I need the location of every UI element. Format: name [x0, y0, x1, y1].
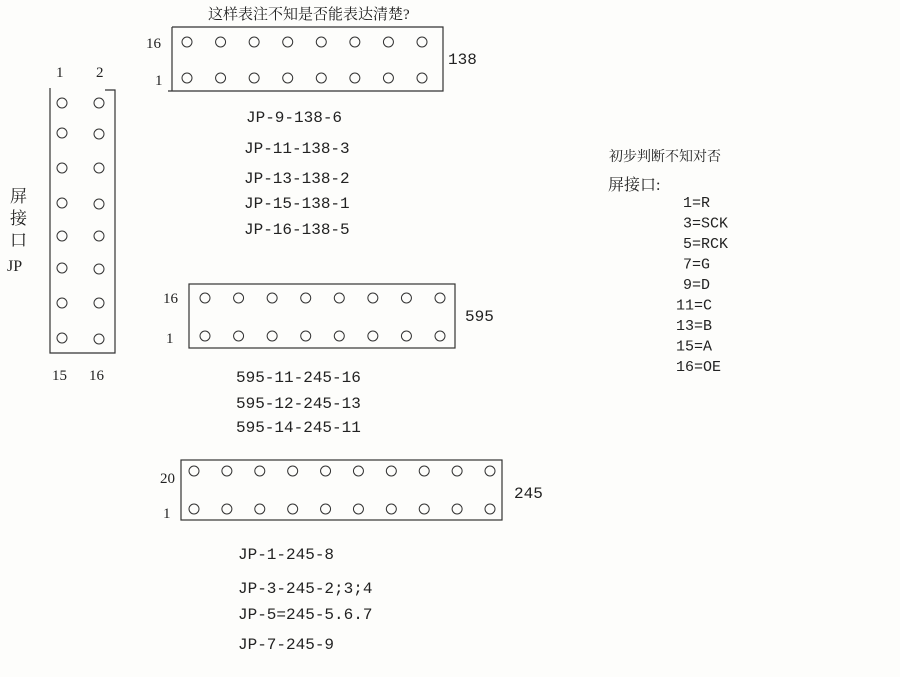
jp-pin [94, 199, 104, 209]
jp-pin [94, 129, 104, 139]
jp-pin [57, 198, 67, 208]
jp-pin [57, 231, 67, 241]
chip-pin [288, 504, 298, 514]
chip-pin [386, 466, 396, 476]
jp-pin [94, 231, 104, 241]
chip-138-outline [168, 27, 443, 91]
chip-pin [321, 466, 331, 476]
chip-pin [452, 466, 462, 476]
jp-pin [94, 298, 104, 308]
jp-connector [7, 65, 115, 384]
jp-pin [57, 263, 67, 273]
chip-pin [301, 293, 311, 303]
chip-pin [189, 504, 199, 514]
chip-595 [163, 284, 494, 437]
chip-pin [267, 331, 277, 341]
chip-pin [368, 331, 378, 341]
mapping-245-2: JP-3-245-2;3;4 [238, 580, 373, 598]
chip-138-pin-1-label: 1 [155, 73, 163, 89]
pin-definition: 5=RCK [683, 236, 729, 253]
mapping-245-3: JP-5=245-5.6.7 [238, 606, 373, 624]
chip-138-name: 138 [448, 51, 477, 69]
chip-pin [435, 293, 445, 303]
chip-pin [417, 73, 427, 83]
chip-pin [353, 504, 363, 514]
pin-definition: 3=SCK [683, 215, 729, 233]
jp-pin [94, 98, 104, 108]
chip-pin [267, 293, 277, 303]
jp-pin [94, 163, 104, 173]
jp-pin [57, 163, 67, 173]
chip-pin [288, 466, 298, 476]
jp-side-label-2: 接 [10, 209, 27, 228]
chip-pin [316, 37, 326, 47]
chip-pin [283, 73, 293, 83]
chip-pin [255, 466, 265, 476]
chip-pin [182, 37, 192, 47]
jp-pin [57, 333, 67, 343]
notes-subheading: 屏接口: [608, 177, 661, 194]
chip-pin [249, 37, 259, 47]
chip-245 [160, 460, 543, 654]
chip-pin [485, 504, 495, 514]
chip-pin [383, 73, 393, 83]
pin-definition: 9=D [683, 277, 711, 294]
chip-245-name: 245 [514, 485, 543, 503]
chip-pin [222, 466, 232, 476]
chip-pin [419, 466, 429, 476]
jp-connector-outline [50, 88, 115, 353]
jp-pin-label-16: 16 [89, 368, 104, 384]
chip-pin [401, 293, 411, 303]
chip-pin [200, 331, 210, 341]
chip-595-pin-1-label: 1 [166, 331, 174, 347]
chip-pin [182, 73, 192, 83]
jp-pin [94, 264, 104, 274]
chip-pin [435, 331, 445, 341]
pin-definition: 13=B [676, 318, 713, 335]
jp-pin-label-1: 1 [56, 65, 64, 81]
mapping-595-1: 595-11-245-16 [236, 369, 361, 387]
chip-595-outline [189, 284, 455, 348]
chip-pin [386, 504, 396, 514]
chip-pin [350, 73, 360, 83]
pin-definition: 7=G [683, 256, 711, 274]
jp-side-label-1: 屏 [10, 187, 27, 206]
chip-pin [249, 73, 259, 83]
pin-definition: 11=C [676, 297, 713, 315]
jp-pin [57, 98, 67, 108]
jp-pin [57, 298, 67, 308]
chip-245-pin-1-label: 1 [163, 506, 171, 522]
chip-pin [334, 293, 344, 303]
chip-pin [417, 37, 427, 47]
chip-pin [353, 466, 363, 476]
chip-pin [368, 293, 378, 303]
mapping-138-5: JP-16-138-5 [244, 221, 350, 239]
chip-pin [189, 466, 199, 476]
mapping-595-3: 595-14-245-11 [236, 419, 361, 437]
chip-pin [200, 293, 210, 303]
chip-595-name: 595 [465, 308, 494, 326]
chip-245-pin-20-label: 20 [160, 471, 175, 487]
chip-pin [255, 504, 265, 514]
chip-245-outline [181, 460, 502, 520]
mapping-138-2: JP-11-138-3 [244, 140, 350, 158]
title-question: 这样表注不知是否能表达清楚? [208, 7, 410, 23]
chip-pin [234, 331, 244, 341]
jp-pin-label-2: 2 [96, 65, 104, 81]
chip-pin [216, 73, 226, 83]
jp-name: JP [7, 258, 23, 275]
chip-pin [485, 466, 495, 476]
notes [608, 148, 728, 376]
chip-pin [216, 37, 226, 47]
chip-138-pin-16-label: 16 [146, 36, 161, 52]
mapping-138-4: JP-15-138-1 [244, 195, 350, 213]
mapping-245-1: JP-1-245-8 [238, 546, 335, 564]
chip-595-pin-16-label: 16 [163, 291, 178, 307]
jp-pin [94, 334, 104, 344]
jp-pin [57, 128, 67, 138]
jp-pin-label-15: 15 [52, 368, 67, 384]
chip-pin [283, 37, 293, 47]
chip-pin [222, 504, 232, 514]
chip-138 [146, 27, 477, 239]
chip-pin [452, 504, 462, 514]
chip-pin [401, 331, 411, 341]
jp-side-label-3: 口 [10, 231, 27, 250]
mapping-138-3: JP-13-138-2 [244, 170, 350, 188]
chip-pin [234, 293, 244, 303]
mapping-138-1: JP-9-138-6 [246, 109, 343, 127]
chip-pin [350, 37, 360, 47]
chip-pin [316, 73, 326, 83]
mapping-245-4: JP-7-245-9 [238, 636, 335, 654]
chip-pin [321, 504, 331, 514]
chip-pin [383, 37, 393, 47]
notes-heading: 初步判断不知对否 [609, 150, 721, 165]
mapping-595-2: 595-12-245-13 [236, 395, 361, 413]
chip-pin [334, 331, 344, 341]
pin-definition: 16=OE [676, 359, 722, 376]
chip-pin [301, 331, 311, 341]
pin-definition: 15=A [676, 338, 713, 356]
pin-definition: 1=R [683, 195, 711, 212]
chip-pin [419, 504, 429, 514]
